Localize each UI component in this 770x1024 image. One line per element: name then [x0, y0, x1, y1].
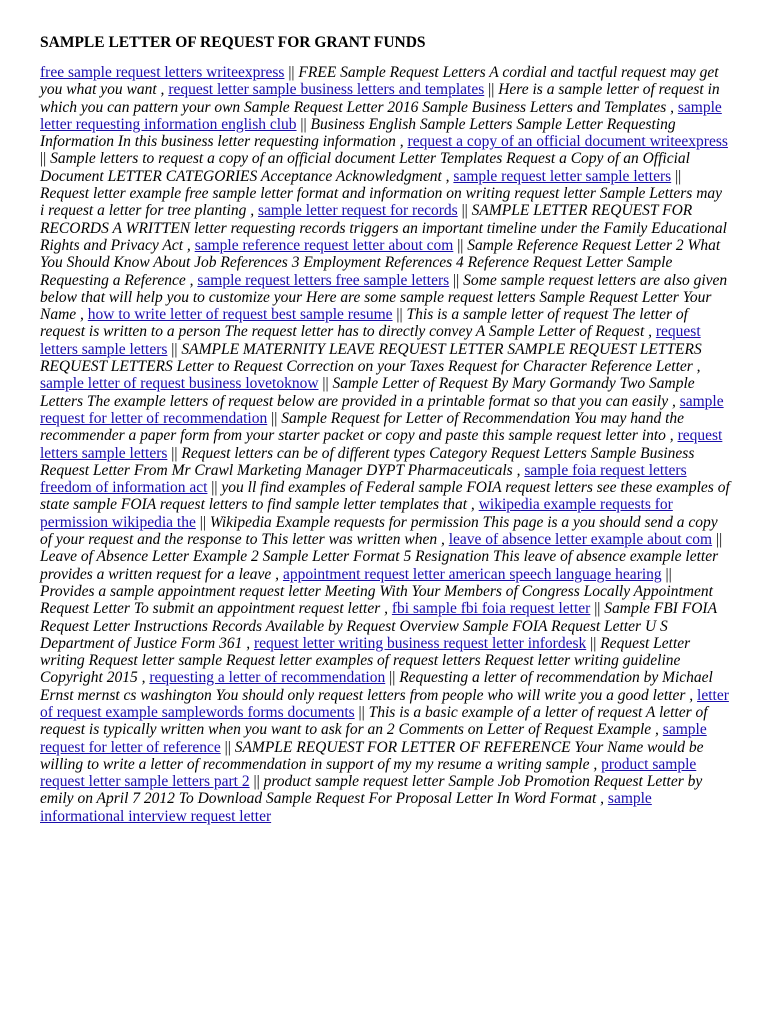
result-description: you ll find examples of Federal sample FOIA request letters see these examples of state sample FOIA request letters to find sample letter templates that , — [40, 479, 730, 514]
separator: || — [211, 479, 218, 497]
result-description: Request letters can be of different types Category Request Letters Sample Business Request Letter From Mr Crawl Marketing Manager DYPT Pharmaceuticals , — [40, 444, 695, 479]
separator: || — [396, 306, 403, 324]
result-description: Request Letter writing Request letter sample Request letter examples of request letters Request letter writing guideline Copyright 2015 , — [40, 634, 691, 687]
separator: || — [300, 115, 307, 133]
separator: || — [594, 600, 601, 618]
result-link[interactable]: wikipedia example requests for permission wikipedia the — [40, 496, 673, 531]
result-description: SAMPLE REQUEST FOR LETTER OF REFERENCE Your Name would be willing to write a letter of recommendation in support of my my resume a writing sample , — [40, 738, 704, 773]
separator: || — [171, 444, 178, 462]
separator: || — [253, 773, 260, 791]
separator: || — [224, 738, 231, 756]
result-link[interactable]: how to write letter of request best sample resume — [87, 306, 393, 324]
result-description: Sample Letter of Request By Mary Gormandy Two Sample Letters The example letters of request below are provided in a printable format so that you can easily , — [40, 375, 695, 410]
separator: || — [271, 409, 278, 427]
result-description: This is a basic example of a letter of request A letter of request is typically written when you want to ask for an 2 Comments on Letter of Request Example , — [40, 703, 708, 739]
result-link[interactable]: request letters sample letters — [40, 427, 723, 462]
result-link[interactable]: sample request for letter of reference — [40, 721, 707, 756]
result-description: Sample letters to request a copy of an official document Letter Templates Request a Copy of an Official Document LETTER CATEGORIES Acceptance Acknowledgment , — [40, 150, 690, 185]
result-description: Leave of Absence Letter Example 2 Sample Letter Format 5 Resignation This leave of absence example letter provides a written request for a leave , — [40, 548, 719, 583]
result-description: Requesting a letter of recommendation by Michael Ernst mernst cs washington You should only request letters from people who will write you a good letter , — [40, 669, 713, 704]
result-description: Some sample request letters are also given below that will help you to customize your Here are some sample request letters Sample Request Letter Your Name , — [40, 271, 728, 324]
document-title: SAMPLE LETTER OF REQUEST FOR GRANT FUNDS — [40, 34, 426, 51]
result-link[interactable]: sample foia request letters freedom of information act — [40, 461, 687, 497]
document-body — [40, 64, 730, 825]
result-description: Sample Reference Request Letter 2 What You Should Know About Job References 3 Employment References 4 Reference Request Letter Sample Requesting a Reference , — [40, 236, 721, 289]
result-description: FREE Sample Request Letters A cordial and tactful request may get you what you want , — [40, 64, 719, 99]
result-description: This is a sample letter of request The letter of request is written to a person The request letter has to directly convey A Sample Letter of Request , — [40, 306, 688, 341]
result-link[interactable]: appointment request letter american speech language hearing — [282, 565, 662, 583]
separator: || — [665, 565, 672, 583]
separator: || — [675, 167, 682, 185]
result-link[interactable]: requesting a letter of recommendation — [149, 669, 386, 687]
separator: || — [715, 531, 723, 549]
result-link[interactable]: sample request letters free sample letters — [197, 271, 450, 289]
result-description: Wikipedia Example requests for permission This page is a you should send a copy of your request and the response to This letter was written when , — [40, 513, 718, 549]
result-link[interactable]: fbi sample fbi foia request letter — [391, 600, 591, 618]
result-link[interactable]: request letter sample business letters and templates — [168, 81, 485, 99]
separator: || — [590, 634, 597, 652]
result-link[interactable]: leave of absence letter example about com — [448, 531, 713, 549]
separator: || — [322, 375, 329, 393]
separator: || — [488, 81, 495, 99]
result-description: Sample FBI FOIA Request Letter Instructions Records Available by Request Overview Sample FOIA Request Letter U S Department of Justice Form 361 , — [40, 600, 717, 652]
result-link[interactable]: product sample request letter sample letters part 2 — [40, 755, 697, 791]
result-link[interactable]: sample reference request letter about com — [194, 236, 454, 254]
separator: || — [40, 150, 47, 168]
result-link[interactable]: request letters sample letters — [40, 323, 701, 358]
result-link[interactable]: request a copy of an official document writeexpress — [407, 133, 728, 151]
separator: || — [288, 64, 295, 81]
separator: || — [358, 703, 365, 721]
result-link[interactable]: letter of request example samplewords forms documents — [40, 686, 729, 721]
result-description: SAMPLE LETTER REQUEST FOR RECORDS A WRITTEN letter requesting records triggers an important timeline under the Family Educational Rights and Privacy Act , — [40, 202, 727, 254]
result-description: SAMPLE MATERNITY LEAVE REQUEST LETTER SAMPLE REQUEST LETTERS REQUEST LETTERS Letter to Request Correction on your Taxes Request for Character Reference Letter , — [40, 340, 702, 376]
separator: || — [171, 340, 178, 358]
result-description: Provides a sample appointment request letter Meeting With Your Members of Congress Locally Appointment Request Letter To submit an appointment request letter , — [40, 582, 713, 618]
result-link[interactable]: free sample request letters writeexpress — [40, 64, 285, 81]
result-link[interactable]: sample letter request for records — [257, 202, 458, 220]
separator: || — [389, 669, 396, 687]
result-link[interactable]: sample request letter sample letters — [453, 167, 672, 185]
result-description: Request letter example free sample letter format and information on writing request letter Sample Letters may i request a letter for tree planting , — [40, 185, 723, 220]
result-link[interactable]: sample letter of request business lovetoknow — [40, 375, 319, 393]
result-description: Here is a sample letter of request in which you can pattern your own Sample Request Letter 2016 Sample Business Letters and Templates , — [40, 81, 720, 116]
result-description: product sample request letter Sample Job Promotion Request Letter by emily on April 7 2012 To Download Sample Request For Proposal Letter In Word Format , — [40, 773, 703, 808]
result-link[interactable]: sample letter requesting information english club — [40, 98, 722, 133]
result-link[interactable]: sample informational interview request letter — [40, 790, 652, 825]
separator: || — [461, 202, 468, 220]
result-description: Sample Request for Letter of Recommendation You may hand the recommender a paper form from your starter packet or copy and paste this sample request letter into , — [40, 409, 685, 445]
result-description: Business English Sample Letters Sample Letter Requesting Information In this business letter requesting information , — [40, 115, 676, 151]
separator: || — [457, 236, 464, 254]
document-page — [40, 34, 730, 825]
separator: || — [453, 271, 460, 289]
separator: || — [199, 513, 206, 531]
result-link[interactable]: sample request for letter of recommendation — [40, 392, 724, 427]
result-link[interactable]: request letter writing business request letter infordesk — [253, 634, 587, 652]
